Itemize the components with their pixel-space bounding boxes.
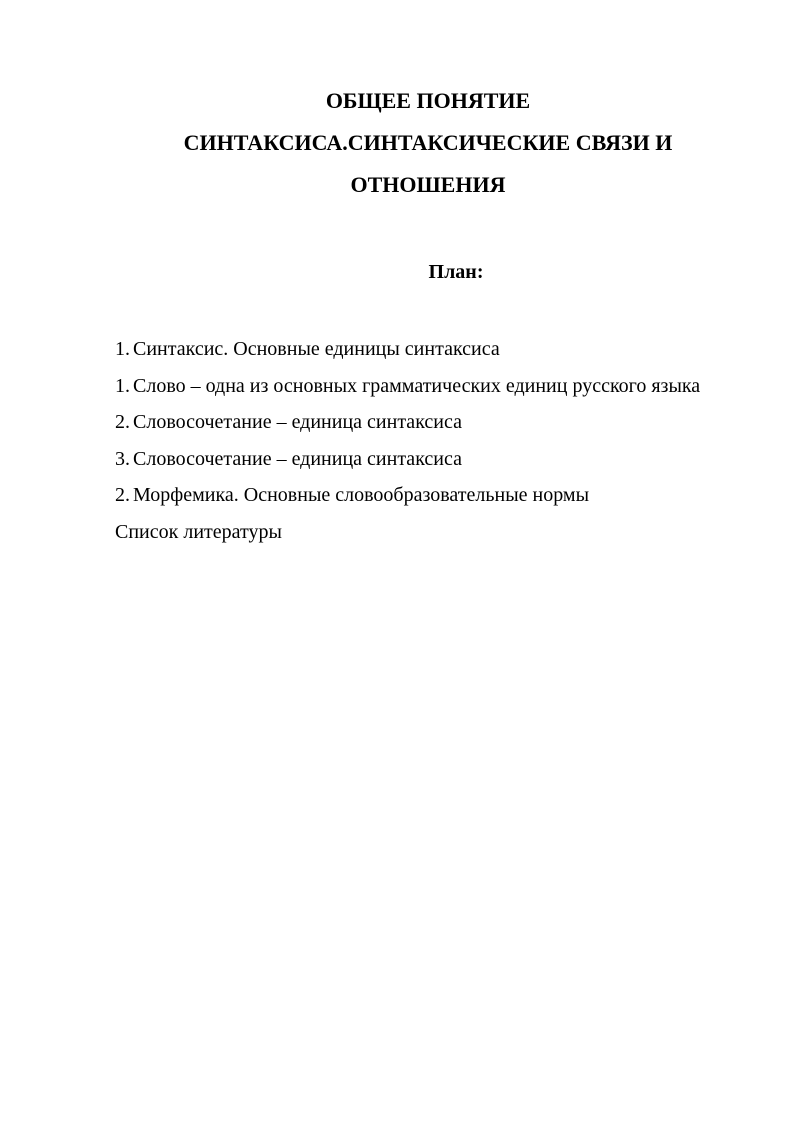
- title-line-3: ОТНОШЕНИЯ: [350, 172, 506, 197]
- toc-item-text: Словосочетание – единица синтаксиса: [133, 411, 462, 433]
- title-line-2: СИНТАКСИСА.СИНТАКСИЧЕСКИЕ СВЯЗИ И: [183, 130, 673, 155]
- toc-item-number: 2.: [115, 484, 130, 506]
- toc-item-bibliography: [115, 514, 743, 551]
- toc-item: [115, 441, 743, 478]
- toc-item-number: 1.: [115, 338, 130, 360]
- title-line-1: ОБЩЕЕ ПОНЯТИЕ: [325, 88, 531, 113]
- document-title: [115, 80, 741, 206]
- toc-item-number: 1.: [115, 374, 130, 397]
- toc-item: [115, 477, 743, 514]
- toc-item-text: Слово – одна из основных грамматических единиц русского языка: [133, 374, 701, 397]
- toc-item-text: Список литературы: [115, 520, 282, 543]
- toc-item-text: Синтаксис. Основные единицы синтаксиса: [133, 338, 500, 360]
- toc-item: [115, 331, 743, 368]
- plan-heading: План:: [428, 261, 484, 283]
- toc-item-number: 3.: [115, 447, 130, 470]
- toc-item-text: Словосочетание – единица синтаксиса: [133, 447, 462, 470]
- toc-item-text: Морфемика. Основные словообразовательные нормы: [133, 484, 590, 506]
- toc-item: [115, 368, 743, 405]
- toc-item-number: 2.: [115, 411, 130, 433]
- table-of-contents: [115, 331, 743, 550]
- toc-item: [115, 404, 743, 441]
